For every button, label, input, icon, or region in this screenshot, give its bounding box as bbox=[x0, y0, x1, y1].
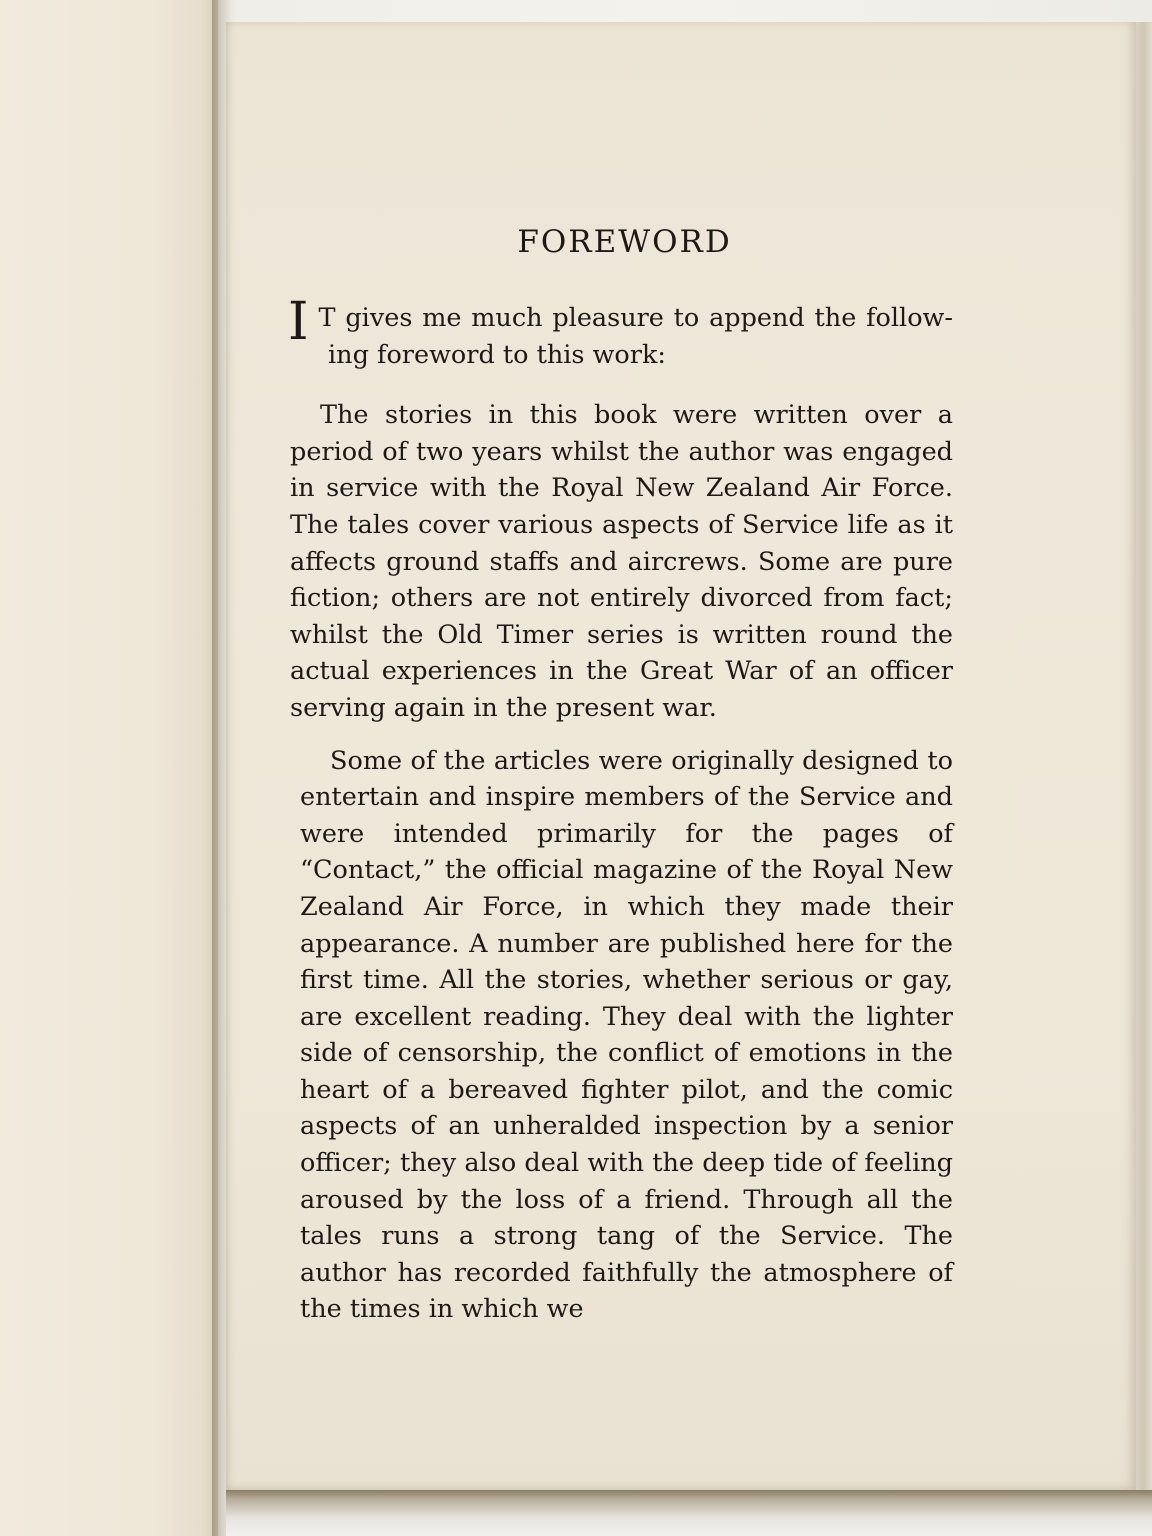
foreword-text-block bbox=[288, 224, 953, 1328]
book-cover-bottom bbox=[226, 1490, 1152, 1536]
page-gutter-shadow bbox=[212, 0, 238, 1536]
intro-paragraph bbox=[288, 292, 953, 373]
intro-line-1: T gives me much pleasure to append the follow- bbox=[318, 303, 953, 333]
body-paragraph-2: Some of the articles were originally designed to entertain and inspire members of the Service and were intended primarily for the pages of “Contact,” the official magazine of the Royal New Zealand Air Force, in which they made their appearance. A number are published here for the first time. All the stories, whether serious or gay, are excellent reading. They deal with the lighter side of censorship, the conflict of emotions in the heart of a bereaved fighter pilot, and the comic aspects of an unheralded inspection by a senior officer; they also deal with the deep tide of feeling aroused by the loss of a friend. Through all the tales runs a strong tang of the Service. The author has recorded faithfully the atmosphere of the times in which we bbox=[300, 745, 953, 1325]
page-heading: FOREWORD bbox=[517, 224, 732, 260]
drop-cap: I bbox=[288, 292, 309, 352]
page-edge bbox=[1136, 22, 1152, 1502]
body-paragraph-1: The stories in this book were written over a period of two years whilst the author was engaged in service with the Royal New Zealand Air Force. The tales cover various aspects of Service life as it affects ground staffs and aircrews. Some are pure fiction; others are not entirely divorced from fact; whilst the Old Timer series is written round the actual experiences in the Great War of an officer serving again in the present war. bbox=[290, 400, 953, 723]
facing-page-left bbox=[0, 0, 218, 1536]
intro-line-2: ing foreword to this work: bbox=[328, 339, 667, 370]
